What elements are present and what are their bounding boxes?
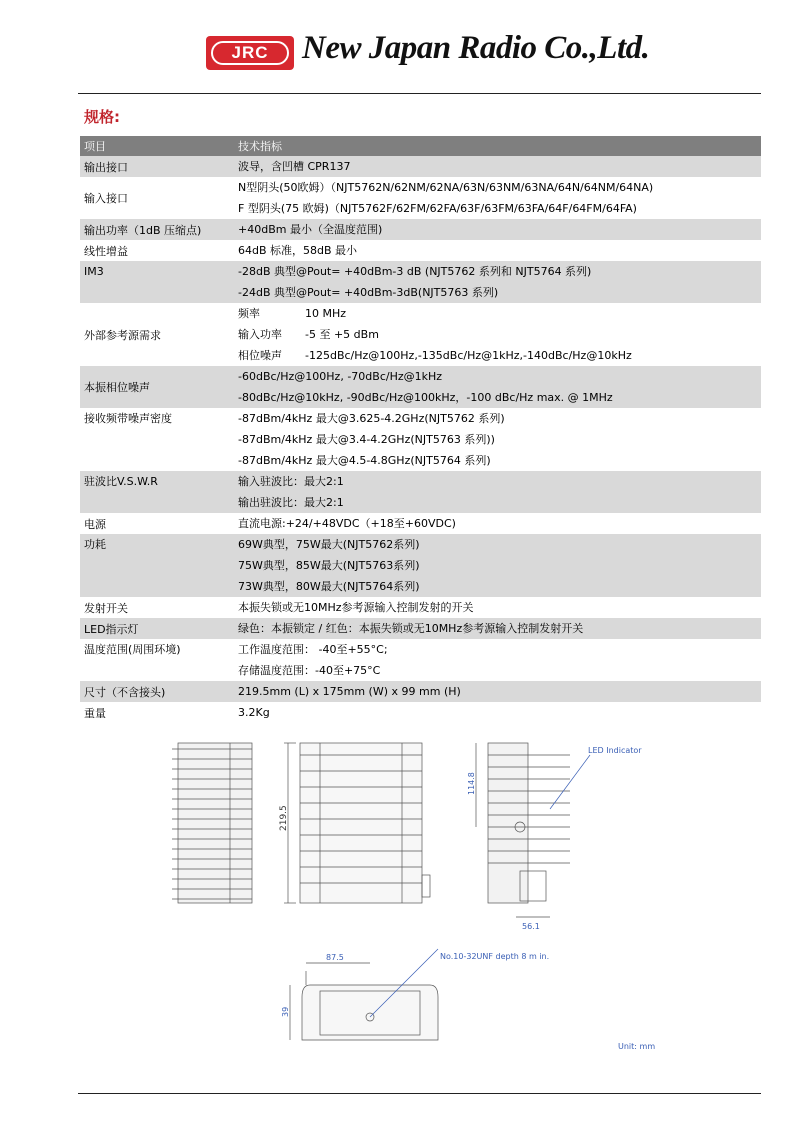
- dim-width: 56.1: [522, 922, 540, 931]
- row-value: 73W典型，80W最大(NJT5764系列): [238, 580, 420, 593]
- row-label: 温度范围(周围环境): [84, 643, 181, 656]
- page-header: [0, 0, 811, 95]
- row-value: -87dBm/4kHz 最大@3.625-4.2GHz(NJT5762 系列): [238, 412, 505, 425]
- row-value: -24dB 典型@Pout= +40dBm-3dB(NJT5763 系列): [238, 286, 499, 299]
- row-label: 输出功率（1dB 压缩点): [80, 219, 234, 240]
- header-divider: [78, 93, 761, 94]
- table-row: [80, 219, 761, 240]
- table-row: [80, 681, 761, 702]
- row-label: LED指示灯: [80, 618, 234, 639]
- table-row: [80, 240, 761, 261]
- row-label: 输入接口: [84, 192, 128, 205]
- header-item: 项目: [80, 136, 234, 156]
- row-value: 直流电源:+24/+48VDC（+18至+60VDC): [238, 517, 456, 530]
- row-value: 波导，含凹槽 CPR137: [238, 160, 351, 173]
- row-value: 存储温度范围：-40至+75°C: [238, 664, 381, 677]
- row-value: 输入功率 -5 至 +5 dBm: [238, 328, 379, 341]
- top-view: [284, 743, 430, 903]
- row-label: 驻波比V.S.W.R: [80, 471, 234, 513]
- row-value: N型阴头(50欧姆）（NJT5762N/62NM/62NA/63N/63NM/63NA/64N/64NM/64NA): [238, 181, 654, 194]
- side-view-left: [172, 743, 252, 903]
- row-value: +40dBm 最小（全温度范围): [238, 223, 383, 236]
- unit-label: Unit: mm: [618, 1042, 656, 1051]
- row-label: 尺寸（不含接头): [80, 681, 234, 702]
- table-row: [80, 597, 761, 618]
- row-label: 电源: [84, 517, 106, 531]
- section-title: 规格:: [84, 108, 120, 126]
- jrc-logo-text: JRC: [211, 41, 289, 65]
- row-value: 本振失锁或无10MHz参考源输入控制发射的开关: [238, 601, 474, 614]
- dim-length: 219.5: [279, 805, 289, 831]
- dim-height: 114.8: [467, 772, 476, 795]
- table-row: [80, 366, 761, 408]
- row-value: 工作温度范围： -40至+55°C;: [238, 643, 388, 656]
- jrc-logo: [206, 36, 294, 70]
- table-row: [80, 408, 761, 471]
- row-label: 发射开关: [84, 601, 128, 615]
- company-name: New Japan Radio Co.,Ltd.: [302, 30, 650, 66]
- hole-spec-label: No.10-32UNF depth 8 m in.: [440, 952, 550, 961]
- table-row: [80, 618, 761, 639]
- table-row: [80, 702, 761, 723]
- row-value: 绿色：本振锁定 / 红色：本振失锁或无10MHz参考源输入控制发射开关: [238, 622, 584, 635]
- row-label: 外部参考源需求: [84, 328, 161, 342]
- row-label: 输出接口: [80, 156, 234, 177]
- mechanical-drawing: [170, 735, 680, 1057]
- table-row: [80, 513, 761, 534]
- row-label: 本振相位噪声: [80, 366, 234, 408]
- row-value: -80dBc/Hz@10kHz, -90dBc/Hz@100kHz，-100 dBc/Hz max. @ 1MHz: [238, 391, 613, 404]
- side-view-right: [476, 743, 590, 917]
- bottom-view: [290, 949, 438, 1040]
- row-value: -87dBm/4kHz 最大@3.4-4.2GHz(NJT5763 系列)): [238, 433, 495, 446]
- row-value: 64dB 标准，58dB 最小: [238, 244, 358, 257]
- row-value: -87dBm/4kHz 最大@4.5-4.8GHz(NJT5764 系列): [238, 454, 491, 467]
- row-value: 69W典型，75W最大(NJT5762系列): [238, 538, 420, 551]
- table-row: [80, 261, 761, 303]
- table-row: [80, 156, 761, 177]
- row-value: -28dB 典型@Pout= +40dBm-3 dB (NJT5762 系列和 NJT5764 系列): [238, 265, 592, 278]
- table-row: [80, 471, 761, 513]
- row-label: 功耗: [80, 534, 234, 597]
- row-value: -60dBc/Hz@100Hz, -70dBc/Hz@1kHz: [238, 370, 443, 383]
- header-spec: 技术指标: [234, 136, 761, 156]
- led-indicator-label: LED Indicator: [588, 746, 642, 755]
- spec-table: [80, 136, 761, 723]
- footer-divider: [78, 1093, 761, 1094]
- row-label: 线性增益: [84, 244, 128, 258]
- table-row: [80, 177, 761, 219]
- table-row: [80, 639, 761, 681]
- row-value: 输入驻波比：最大2:1: [238, 475, 344, 488]
- row-value: 相位噪声 -125dBc/Hz@100Hz,-135dBc/Hz@1kHz,-140dBc/Hz@10kHz: [238, 349, 632, 362]
- row-label: 接收频带噪声密度: [84, 412, 172, 425]
- row-value: 3.2Kg: [238, 706, 270, 719]
- row-value: 输出驻波比：最大2:1: [238, 496, 344, 509]
- table-header-row: [80, 136, 761, 156]
- row-value: 219.5mm (L) x 175mm (W) x 99 mm (H): [238, 685, 461, 698]
- row-value: F 型阴头(75 欧姆)（NJT5762F/62FM/62FA/63F/63FM/63FA/64F/64FM/64FA): [238, 202, 637, 215]
- row-value: 频率 10 MHz: [238, 307, 347, 320]
- row-label: IM3: [80, 261, 234, 303]
- dim-side: 39: [281, 1006, 290, 1017]
- row-label: 重量: [84, 706, 106, 720]
- row-value: 75W典型，85W最大(NJT5763系列): [238, 559, 420, 572]
- table-row: [80, 534, 761, 597]
- table-row: [80, 303, 761, 366]
- dim-bottom: 87.5: [326, 953, 344, 962]
